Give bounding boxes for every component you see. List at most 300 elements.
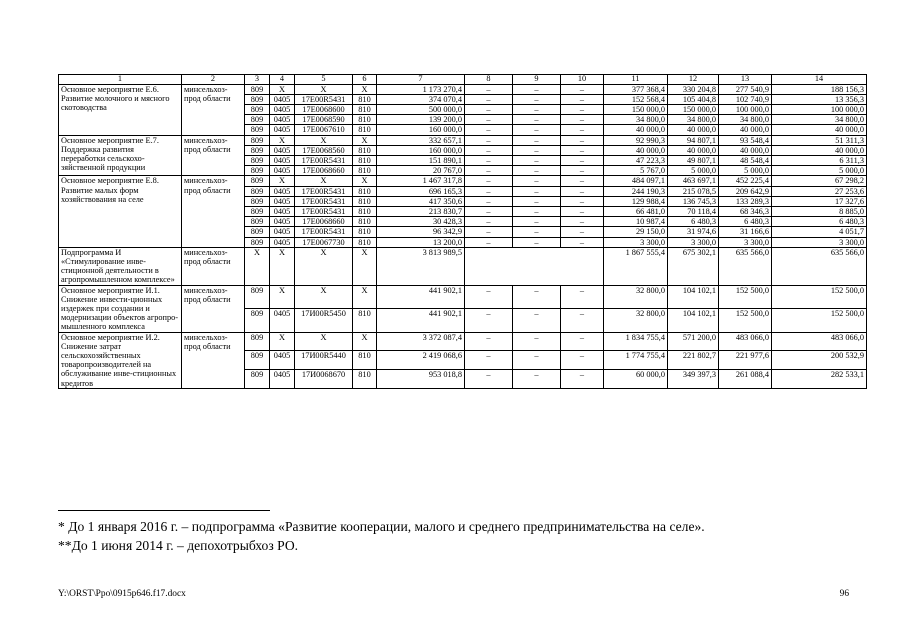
table-row [59, 285, 867, 309]
responsible-executor: минсельхоз-прод области [182, 332, 245, 388]
table-cell: – [513, 217, 561, 227]
table-cell: – [513, 370, 561, 389]
table-cell: 152 500,0 [772, 309, 867, 333]
table-cell: Х [270, 84, 295, 94]
table-cell: 810 [353, 351, 377, 370]
table-cell: Х [353, 285, 377, 309]
table-cell: – [465, 166, 513, 176]
table-cell: – [513, 332, 561, 351]
table-cell: – [513, 206, 561, 216]
table-cell: 139 200,0 [377, 115, 465, 125]
table-cell: 810 [353, 145, 377, 155]
table-cell: 1 867 555,4 [604, 247, 668, 285]
table-cell: 102 740,9 [719, 94, 772, 104]
table-cell: 40 000,0 [604, 145, 668, 155]
table-cell: 68 346,3 [719, 206, 772, 216]
table-cell: 40 000,0 [772, 125, 867, 135]
table-cell: – [561, 217, 604, 227]
table-cell: 0405 [270, 94, 295, 104]
table-cell: – [561, 285, 604, 309]
table-cell: – [465, 186, 513, 196]
table-cell: 152 568,4 [604, 94, 668, 104]
table-cell: 150 000,0 [668, 104, 719, 114]
table-cell: 152 500,0 [719, 285, 772, 309]
table-cell: 0405 [270, 155, 295, 165]
table-cell: 349 397,3 [668, 370, 719, 389]
table-cell: 809 [245, 94, 270, 104]
table-cell: 809 [245, 285, 270, 309]
table-cell: Х [353, 135, 377, 145]
table-cell: – [561, 104, 604, 114]
table-cell: 483 066,0 [772, 332, 867, 351]
table-cell: 675 302,1 [668, 247, 719, 285]
table-cell: 136 745,3 [668, 196, 719, 206]
table-cell: – [561, 115, 604, 125]
table-cell: 150 000,0 [604, 104, 668, 114]
table-cell: 40 000,0 [668, 125, 719, 135]
table-cell: 152 500,0 [772, 285, 867, 309]
table-cell: 809 [245, 309, 270, 333]
table-cell: 5 000,0 [772, 166, 867, 176]
table-cell: 6 480,3 [719, 217, 772, 227]
table-cell: 809 [245, 145, 270, 155]
table-row [59, 332, 867, 351]
table-cell: 20 767,0 [377, 166, 465, 176]
table-cell: Х [270, 285, 295, 309]
table-cell: – [513, 135, 561, 145]
header-cell: 1 [59, 75, 182, 85]
footnote-1: * До 1 января 2016 г. – подпрограмма «Развитие кооперации, малого и среднего предпринимательства на селе». [58, 519, 705, 534]
table-cell: – [513, 84, 561, 94]
table-cell: 810 [353, 104, 377, 114]
table-cell: 96 342,9 [377, 227, 465, 237]
table-cell: 809 [245, 186, 270, 196]
table-cell: – [513, 186, 561, 196]
table-cell: 261 088,4 [719, 370, 772, 389]
table-cell: 810 [353, 155, 377, 165]
table-cell: 571 200,0 [668, 332, 719, 351]
header-cell: 13 [719, 75, 772, 85]
table-cell: Х [270, 332, 295, 351]
table-cell: 0405 [270, 196, 295, 206]
table-cell: 17Е0068560 [295, 145, 353, 155]
table-cell: 483 066,0 [719, 332, 772, 351]
table-cell: 31 974,6 [668, 227, 719, 237]
table-cell: Х [295, 247, 353, 285]
table-cell: – [513, 309, 561, 333]
table-cell: 17Е0067610 [295, 125, 353, 135]
table-cell: 160 000,0 [377, 125, 465, 135]
table-cell: – [465, 84, 513, 94]
header-cell: 6 [353, 75, 377, 85]
table-cell: 441 902,1 [377, 309, 465, 333]
table-cell: 810 [353, 186, 377, 196]
table-cell: 3 300,0 [772, 237, 867, 247]
table-cell: 0405 [270, 125, 295, 135]
table-cell: 635 566,0 [719, 247, 772, 285]
table-cell: Х [295, 84, 353, 94]
table-cell: 17Е00R5431 [295, 94, 353, 104]
table-cell: 809 [245, 84, 270, 94]
table-cell: 809 [245, 227, 270, 237]
table-cell: 17 327,6 [772, 196, 867, 206]
header-cell: 3 [245, 75, 270, 85]
table-cell: 133 289,3 [719, 196, 772, 206]
table-body [59, 84, 867, 388]
table-cell: – [513, 285, 561, 309]
table-cell: 277 540,9 [719, 84, 772, 94]
table-cell: 151 890,1 [377, 155, 465, 165]
table-cell: 0405 [270, 145, 295, 155]
table-cell: 1 173 270,4 [377, 84, 465, 94]
table-cell: 810 [353, 370, 377, 389]
table-cell: – [465, 309, 513, 333]
table-cell: 100 000,0 [719, 104, 772, 114]
table-cell: 34 800,0 [772, 115, 867, 125]
table-cell: 40 000,0 [604, 125, 668, 135]
table-cell: 452 225,4 [719, 176, 772, 186]
table-cell: 31 166,6 [719, 227, 772, 237]
table-cell: – [465, 332, 513, 351]
table-cell: – [465, 370, 513, 389]
header-row [59, 75, 867, 85]
table-cell: – [561, 309, 604, 333]
header-cell: 9 [513, 75, 561, 85]
table-cell: – [561, 155, 604, 165]
table-cell: 810 [353, 166, 377, 176]
table-cell: 3 300,0 [604, 237, 668, 247]
table-cell: 484 097,1 [604, 176, 668, 186]
table-cell: Х [353, 84, 377, 94]
table-cell: – [465, 176, 513, 186]
table-cell: – [513, 166, 561, 176]
table-cell: 200 532,9 [772, 351, 867, 370]
table-cell: 32 800,0 [604, 285, 668, 309]
table-cell: 48 548,4 [719, 155, 772, 165]
table-cell: 92 990,3 [604, 135, 668, 145]
table-cell: 417 350,6 [377, 196, 465, 206]
table-cell: 13 200,0 [377, 237, 465, 247]
table-cell: 17Е00R5431 [295, 196, 353, 206]
table-cell: 441 902,1 [377, 285, 465, 309]
table-cell: 244 190,3 [604, 186, 668, 196]
budget-table [58, 74, 867, 389]
table-cell: Х [295, 332, 353, 351]
table-cell: – [465, 206, 513, 216]
header-cell: 2 [182, 75, 245, 85]
table-cell: 810 [353, 227, 377, 237]
table-cell: – [465, 104, 513, 114]
table-cell: – [465, 145, 513, 155]
table-cell: 4 051,7 [772, 227, 867, 237]
table-cell: 5 767,0 [604, 166, 668, 176]
table-cell: – [561, 145, 604, 155]
table-cell: Х [270, 135, 295, 145]
table-cell: – [513, 94, 561, 104]
table-cell: 3 372 087,4 [377, 332, 465, 351]
table-cell: 0405 [270, 237, 295, 247]
table-cell: 0405 [270, 186, 295, 196]
table-cell: 160 000,0 [377, 145, 465, 155]
table-cell: 809 [245, 206, 270, 216]
table-cell: Х [245, 247, 270, 285]
table-cell: 809 [245, 125, 270, 135]
table-cell: – [513, 115, 561, 125]
table-cell: 17Е0068660 [295, 166, 353, 176]
table-cell: – [513, 237, 561, 247]
table-cell: 5 000,0 [668, 166, 719, 176]
table-cell: 152 500,0 [719, 309, 772, 333]
responsible-executor: минсельхоз-прод области [182, 84, 245, 135]
table-cell: 34 800,0 [604, 115, 668, 125]
table-cell: – [561, 84, 604, 94]
table-cell: 809 [245, 104, 270, 114]
table-cell: 17И00R5450 [295, 309, 353, 333]
table-cell: 6 480,3 [772, 217, 867, 227]
table-cell: – [561, 206, 604, 216]
table-cell: Х [295, 285, 353, 309]
table-cell: 60 000,0 [604, 370, 668, 389]
table-cell: 5 000,0 [719, 166, 772, 176]
table-cell: – [465, 94, 513, 104]
table-cell: 94 807,1 [668, 135, 719, 145]
table-cell: 810 [353, 115, 377, 125]
table-row [59, 84, 867, 94]
table-cell: 17И0068670 [295, 370, 353, 389]
table-cell: 809 [245, 332, 270, 351]
table-cell: – [561, 176, 604, 186]
table-cell: 810 [353, 125, 377, 135]
table-cell: 463 697,1 [668, 176, 719, 186]
table-cell: 13 356,3 [772, 94, 867, 104]
table-cell: 66 481,0 [604, 206, 668, 216]
table-cell: 49 807,1 [668, 155, 719, 165]
table-cell: 40 000,0 [772, 145, 867, 155]
table-cell: 696 165,3 [377, 186, 465, 196]
table-cell: Х [353, 332, 377, 351]
table-cell: 8 885,0 [772, 206, 867, 216]
table-cell: Х [270, 247, 295, 285]
table-cell: 374 070,4 [377, 94, 465, 104]
responsible-executor: минсельхоз-прод области [182, 247, 245, 285]
table-cell: 2 419 068,6 [377, 351, 465, 370]
table-cell: – [561, 94, 604, 104]
table-cell: – [465, 217, 513, 227]
table-cell: 17Е00R5431 [295, 227, 353, 237]
table-cell: 213 830,7 [377, 206, 465, 216]
table-cell: 809 [245, 115, 270, 125]
table-cell: Х [353, 176, 377, 186]
table-cell: – [465, 135, 513, 145]
table-cell: 104 102,1 [668, 285, 719, 309]
table-cell: 809 [245, 166, 270, 176]
table-cell: – [561, 135, 604, 145]
header-cell: 11 [604, 75, 668, 85]
table-cell: 809 [245, 135, 270, 145]
table-cell: – [465, 285, 513, 309]
footer-file-path: Y:\ORST\Ppo\0915p646.f17.docx [58, 589, 186, 599]
table-cell: – [465, 237, 513, 247]
table-cell: 34 800,0 [668, 115, 719, 125]
footnote-divider [58, 510, 270, 511]
table-cell: 809 [245, 155, 270, 165]
table-cell: 70 118,4 [668, 206, 719, 216]
table-cell: – [465, 351, 513, 370]
table-cell: 1 467 317,8 [377, 176, 465, 186]
table-cell: – [561, 351, 604, 370]
table-cell: – [561, 186, 604, 196]
table-cell: 17Е00R5431 [295, 155, 353, 165]
table-cell: Х [295, 135, 353, 145]
table-cell: – [465, 155, 513, 165]
table-cell: 47 223,3 [604, 155, 668, 165]
activity-description: Основное мероприятие Е.8. Развитие малых форм хозяйствования на селе [59, 176, 182, 247]
table-cell: 332 657,1 [377, 135, 465, 145]
table-cell: – [561, 237, 604, 247]
table-cell: 221 977,6 [719, 351, 772, 370]
table-cell: 1 834 755,4 [604, 332, 668, 351]
table-cell: 282 533,1 [772, 370, 867, 389]
table-cell: 809 [245, 196, 270, 206]
table-cell: 17Е00R5431 [295, 206, 353, 216]
table-cell: 0405 [270, 351, 295, 370]
table-cell: 40 000,0 [668, 145, 719, 155]
table-cell: 32 800,0 [604, 309, 668, 333]
activity-description: Основное мероприятие И.2. Снижение затрат сельскохозяйственных товаропроизводителей на обслуживание инве-стиционных кредитов [59, 332, 182, 388]
table-cell: – [513, 227, 561, 237]
table-cell: 810 [353, 206, 377, 216]
table-cell: 30 428,3 [377, 217, 465, 227]
table-cell: 27 253,6 [772, 186, 867, 196]
table-cell: – [513, 196, 561, 206]
table-cell: 377 368,4 [604, 84, 668, 94]
header-cell: 5 [295, 75, 353, 85]
table-cell: 93 548,4 [719, 135, 772, 145]
table-cell: 221 802,7 [668, 351, 719, 370]
table-cell: 188 156,3 [772, 84, 867, 94]
table-cell: 953 018,8 [377, 370, 465, 389]
table-cell: – [513, 351, 561, 370]
responsible-executor: минсельхоз-прод области [182, 135, 245, 176]
table-cell: 0405 [270, 166, 295, 176]
table-cell: Х [353, 247, 377, 285]
table-cell: 810 [353, 309, 377, 333]
header-cell: 14 [772, 75, 867, 85]
table-cell: – [561, 332, 604, 351]
table-cell: – [561, 125, 604, 135]
table-row [59, 176, 867, 186]
table-cell: 0405 [270, 309, 295, 333]
header-cell: 8 [465, 75, 513, 85]
table-cell: – [513, 125, 561, 135]
table-cell: 0405 [270, 104, 295, 114]
table-cell: – [465, 125, 513, 135]
table-cell: 330 204,8 [668, 84, 719, 94]
table-cell: 17Е0068600 [295, 104, 353, 114]
table-cell: Х [295, 176, 353, 186]
table-cell: 809 [245, 217, 270, 227]
table-cell: – [561, 166, 604, 176]
table-cell: 500 000,0 [377, 104, 465, 114]
responsible-executor: минсельхоз-прод области [182, 285, 245, 332]
merged-empty-cell [465, 247, 604, 285]
table-row [59, 247, 867, 285]
table-cell: 104 102,1 [668, 309, 719, 333]
table-cell: – [561, 196, 604, 206]
table-cell: – [513, 104, 561, 114]
activity-description: Основное мероприятие И.1. Снижение инвести-ционных издержек при создании и модернизации объектов агропро-мышленного комплекса [59, 285, 182, 332]
table-row [59, 135, 867, 145]
table-cell: Х [270, 176, 295, 186]
table-cell: 6 480,3 [668, 217, 719, 227]
header-cell: 10 [561, 75, 604, 85]
header-cell: 12 [668, 75, 719, 85]
table-cell: – [465, 115, 513, 125]
table-cell: 40 000,0 [719, 125, 772, 135]
table-cell: 809 [245, 351, 270, 370]
table-cell: 0405 [270, 227, 295, 237]
table-cell: 51 311,3 [772, 135, 867, 145]
table-cell: 3 300,0 [719, 237, 772, 247]
header-cell: 7 [377, 75, 465, 85]
table-cell: – [513, 145, 561, 155]
table-cell: 100 000,0 [772, 104, 867, 114]
footnote-2: **До 1 июня 2014 г. – депохотрыбхоз РО. [58, 538, 299, 553]
table-cell: 809 [245, 370, 270, 389]
table-cell: – [465, 196, 513, 206]
table-cell: – [561, 227, 604, 237]
table-cell: 29 150,0 [604, 227, 668, 237]
table-cell: 635 566,0 [772, 247, 867, 285]
table-cell: 0405 [270, 115, 295, 125]
table-cell: 215 078,5 [668, 186, 719, 196]
table-cell: 3 300,0 [668, 237, 719, 247]
footer-page-number: 96 [839, 589, 849, 599]
table-cell: 17Е0068590 [295, 115, 353, 125]
table-cell: 810 [353, 217, 377, 227]
table-cell: – [513, 155, 561, 165]
table-cell: 209 642,9 [719, 186, 772, 196]
activity-description: Основное мероприятие Е.6. Развитие молочного и мясного скотоводства [59, 84, 182, 135]
table-cell: 34 800,0 [719, 115, 772, 125]
table-cell: 6 311,3 [772, 155, 867, 165]
table-cell: 809 [245, 176, 270, 186]
table-cell: 0405 [270, 217, 295, 227]
table-cell: 810 [353, 94, 377, 104]
table-cell: 40 000,0 [719, 145, 772, 155]
table-cell: 10 987,4 [604, 217, 668, 227]
table-cell: 17Е0068660 [295, 217, 353, 227]
table-cell: – [513, 176, 561, 186]
activity-description: Основное мероприятие Е.7. Поддержка развития переработки сельскохо-зяйственной продукции [59, 135, 182, 176]
table-cell: 809 [245, 237, 270, 247]
table-cell: 0405 [270, 206, 295, 216]
table-cell: 810 [353, 237, 377, 247]
table-cell: 17Е00R5431 [295, 186, 353, 196]
table-cell: – [465, 227, 513, 237]
table-cell: 0405 [270, 370, 295, 389]
table-cell: 17Е0067730 [295, 237, 353, 247]
table-cell: 17И00R5440 [295, 351, 353, 370]
table-cell: 67 298,2 [772, 176, 867, 186]
table-cell: 810 [353, 196, 377, 206]
table-cell: 129 988,4 [604, 196, 668, 206]
table-cell: 105 404,8 [668, 94, 719, 104]
header-cell: 4 [270, 75, 295, 85]
table-cell: 3 813 989,5 [377, 247, 465, 285]
responsible-executor: минсельхоз-прод области [182, 176, 245, 247]
table-cell: 1 774 755,4 [604, 351, 668, 370]
